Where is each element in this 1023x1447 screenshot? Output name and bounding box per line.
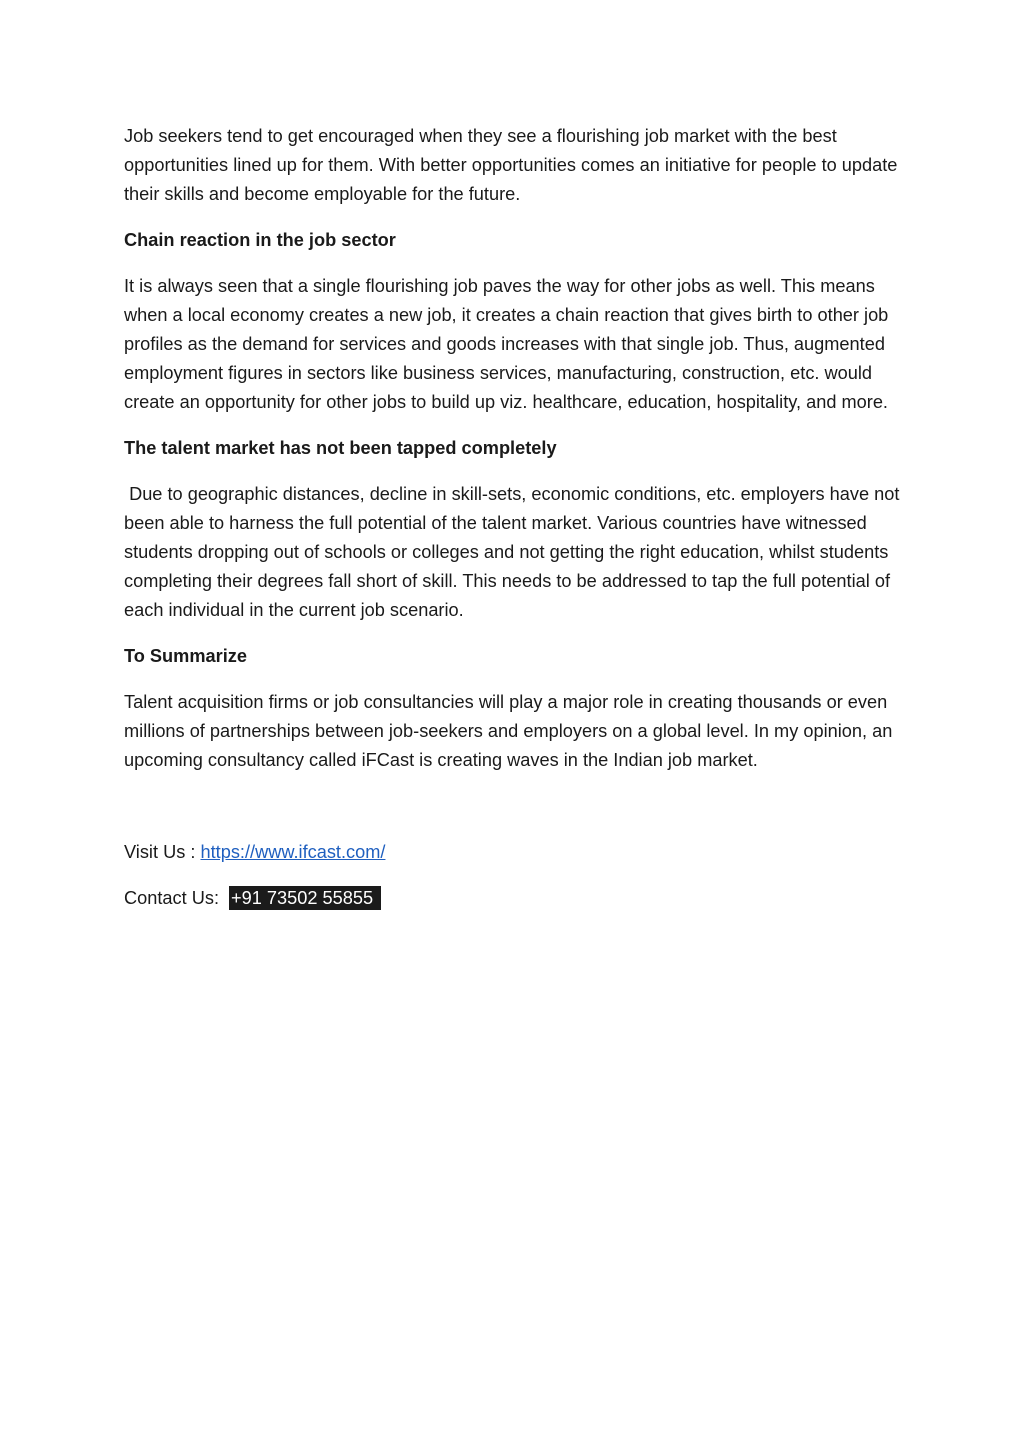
section-heading-talent-market: The talent market has not been tapped completely [124, 438, 557, 458]
visit-us-row [124, 838, 914, 867]
contact-us-row [124, 884, 914, 913]
document-page [124, 122, 914, 930]
section-body-chain-reaction: It is always seen that a single flourishing job paves the way for other jobs as well. This means when a local economy creates a new job, it creates a chain reaction that gives birth to other job profiles as the demand for services and goods increases with that single job. Thus, augmented employment figures in sectors like business services, manufacturing, construction, etc. would create an opportunity for other jobs to build up viz. healthcare, education, hospitality, and more. [124, 276, 889, 412]
section-heading-summary: To Summarize [124, 646, 247, 666]
contact-us-label: Contact Us: [124, 888, 220, 908]
section-body-summary: Talent acquisition firms or job consultancies will play a major role in creating thousands or even millions of partnerships between job-seekers and employers on a global level. In my opinion, an upcoming consultancy called iFCast is creating waves in the Indian job market. [124, 692, 893, 770]
intro-paragraph: Job seekers tend to get encouraged when they see a flourishing job market with the best opportunities lined up for them. With better opportunities comes an initiative for people to update their skills and become employable for the future. [124, 126, 898, 204]
website-link[interactable]: https://www.ifcast.com/ [200, 842, 386, 862]
section-heading-chain-reaction: Chain reaction in the job sector [124, 230, 396, 250]
section-body-talent-market: Due to geographic distances, decline in skill-sets, economic conditions, etc. employers have not been able to harness the full potential of the talent market. Various countries have witnessed students dropping out of schools or colleges and not getting the right education, whilst students completing their degrees fall short of skill. This needs to be addressed to tap the full potential of each individual in the current job scenario. [124, 484, 905, 620]
blank-space [124, 792, 914, 838]
visit-us-label: Visit Us : [124, 842, 201, 862]
phone-number: +91 73502 55855 [229, 886, 381, 910]
